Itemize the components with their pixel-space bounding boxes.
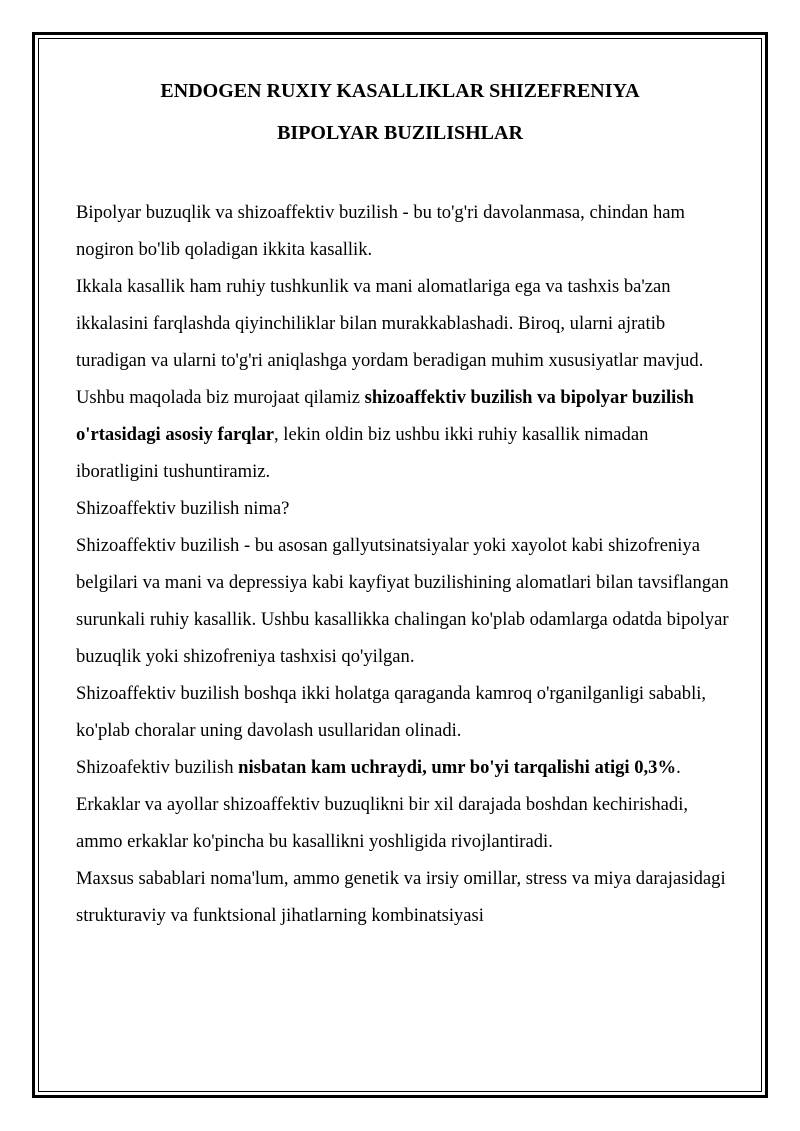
paragraph-article-scope (76, 379, 732, 490)
paragraph-text: Shizoaffektiv buzilish - bu asosan gallyutsinatsiyalar yoki xayolot kabi shizofreniya belgilari va mani va depressiya kabi kayfiyat buzilishining alomatlari bilan tavsiflangan surunkali ruhiy kasallik. Ushbu kasallikka chalingan ko'plab odamlarga odatda bipolyar buzuqlik yoki shizofreniya tashxisi qo'yilgan. (76, 535, 729, 667)
document-title-line-1: ENDOGEN RUXIY KASALLIKLAR SHIZEFRENIYA (160, 80, 640, 102)
paragraph-text: , lekin oldin biz ushbu ikki ruhiy kasallik nimadan iboratligini tushuntiramiz. (76, 424, 649, 482)
paragraph-text: Bipolyar buzuqlik va shizoaffektiv buzilish - bu to'g'ri davolanmasa, chindan ham nogiron bo'lib qoladigan ikkita kasallik. (76, 202, 685, 260)
paragraph-causes (76, 860, 732, 934)
document-body (76, 194, 732, 934)
paragraph-text: . Erkaklar va ayollar shizoaffektiv buzuqlikni bir xil darajada boshdan kechirishadi, ammo erkaklar ko'pincha bu kasallikni yoshligida rivojlantiradi. (76, 757, 689, 852)
paragraph-text: Shizoafektiv buzilish (76, 757, 239, 778)
section-question (76, 490, 732, 527)
paragraph-bold-text: shizoaffektiv buzilish va bipolyar buzilish o'rtasidagi asosiy farqlar (76, 387, 694, 445)
paragraph-text: Maxsus sabablari noma'lum, ammo genetik va irsiy omillar, stress va miya darajasidagi strukturaviy va funktsional jihatlarning kombinatsiyasi (76, 868, 726, 926)
paragraph-text: Shizoaffektiv buzilish boshqa ikki holatga qaraganda kamroq o'rganilganligi sababli, ko'plab choralar uning davolash usullaridan olinadi. (76, 683, 707, 741)
paragraph-prevalence (76, 749, 732, 860)
paragraph-intro (76, 194, 732, 268)
paragraph-bold-text: nisbatan kam uchraydi, umr bo'yi tarqalishi atigi 0,3% (238, 757, 677, 778)
paragraph-study (76, 675, 732, 749)
paragraph-definition (76, 527, 732, 675)
paragraph-text: Ikkala kasallik ham ruhiy tushkunlik va mani alomatlariga ega va tashxis ba'zan ikkalasini farqlashda qiyinchiliklar bilan murakkablashadi. Biroq, ularni ajratib turadigan va ularni to'g'ri aniqlashga yordam beradigan muhim xususiyatlar mavjud. (76, 276, 704, 371)
document-title-line-2: BIPOLYAR BUZILISHLAR (277, 122, 523, 144)
paragraph-text: Ushbu maqolada biz murojaat qilamiz (76, 387, 365, 408)
paragraph-text: Shizoaffektiv buzilish nima? (76, 498, 290, 519)
paragraph-symptoms (76, 268, 732, 379)
